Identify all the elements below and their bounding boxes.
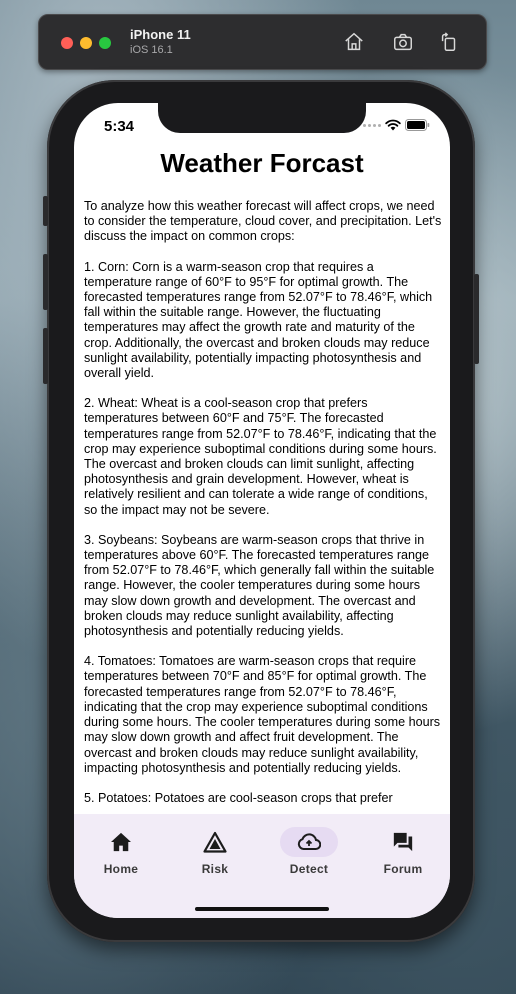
battery-icon — [405, 119, 430, 131]
paragraph-intro: To analyze how this weather forecast will affect crops, we need to consider the temperature, cloud cover, and precipitation. Let's discuss the impact on common crops: — [84, 199, 442, 244]
wifi-icon — [385, 119, 401, 131]
status-icons — [363, 119, 430, 131]
cloud-upload-icon — [297, 833, 321, 851]
nav-item-home[interactable] — [86, 830, 156, 876]
home-indicator[interactable] — [195, 907, 329, 911]
status-time: 5:34 — [104, 118, 135, 135]
device-name: iPhone 11 — [130, 27, 191, 42]
os-version: iOS 16.1 — [130, 44, 173, 56]
nav-label-home: Home — [103, 862, 139, 876]
screenshot-icon[interactable] — [392, 31, 414, 53]
nav-item-risk[interactable] — [180, 830, 250, 876]
volume-down-button — [43, 328, 48, 384]
volume-up-button — [43, 254, 48, 310]
paragraph-wheat: 2. Wheat: Wheat is a cool-season crop that prefers temperatures between 60°F and 75°F. The forecasted temperatures range from 52.07°F to 78.46°F, indicating that the crop may experience suboptimal conditions during some hours. The overcast and broken clouds can limit sunlight, affecting photosynthesis and grain development. However, wheat is relatively resilient and can tolerate a wide range of conditions, so the impact may not be severe. — [84, 396, 437, 517]
bottom-navigation — [74, 814, 450, 918]
home-icon — [110, 832, 132, 852]
power-button — [474, 274, 479, 364]
forum-icon — [392, 831, 414, 853]
close-window-button[interactable] — [61, 37, 73, 49]
paragraph-corn: 1. Corn: Corn is a warm-season crop that requires a temperature range of 60°F to 95°F for optimal growth. The forecasted temperatures range from 52.07°F to 78.46°F, which fall within the suitable range. However, the fluctuating temperatures may affect the growth rate and maturity of the crop. Additionally, the overcast and broken clouds may reduce sunlight availability, potentially impacting photosynthesis and overall yield. — [84, 259, 433, 381]
paragraph-potatoes: 5. Potatoes: Potatoes are cool-season crops that prefer — [84, 790, 393, 805]
home-icon[interactable] — [343, 31, 365, 53]
nav-item-detect[interactable] — [274, 830, 344, 876]
nav-label-risk: Risk — [201, 862, 229, 876]
cellular-signal-icon — [363, 124, 381, 127]
page-title: Weather Forcast — [160, 148, 364, 178]
mute-switch — [43, 196, 48, 226]
notch — [158, 103, 366, 133]
nav-label-forum: Forum — [383, 862, 423, 876]
app-screen — [74, 103, 450, 918]
minimize-window-button[interactable] — [80, 37, 92, 49]
nav-item-forum[interactable] — [368, 830, 438, 876]
paragraph-tomatoes: 4. Tomatoes: Tomatoes are warm-season crops that require temperatures between 70°F and 85°F for optimal growth. The forecasted temperatures range from 52.07°F to 78.46°F, indicating that the crop may experience suboptimal conditions during some hours. The cooler temperatures during some hours may slow down growth and affect fruit development. The overcast and broken clouds may reduce sunlight availability, impacting photosynthesis and potentially reducing yields. — [84, 654, 441, 775]
simulator-toolbar — [38, 14, 487, 70]
paragraph-soybeans: 3. Soybeans: Soybeans are warm-season crops that thrive in temperatures above 60°F. The forecasted temperatures range from 52.07°F to 78.46°F, which generally fall within the suitable range. However, the cooler temperatures during some hours may slow down growth and development. The overcast and broken clouds may reduce sunlight availability, affecting photosynthesis and potentially reducing yields. — [84, 532, 435, 639]
zoom-window-button[interactable] — [99, 37, 111, 49]
rotate-icon[interactable] — [438, 31, 460, 53]
forecast-analysis[interactable] — [84, 199, 442, 814]
nav-label-detect: Detect — [289, 862, 329, 876]
warning-icon — [203, 831, 227, 853]
